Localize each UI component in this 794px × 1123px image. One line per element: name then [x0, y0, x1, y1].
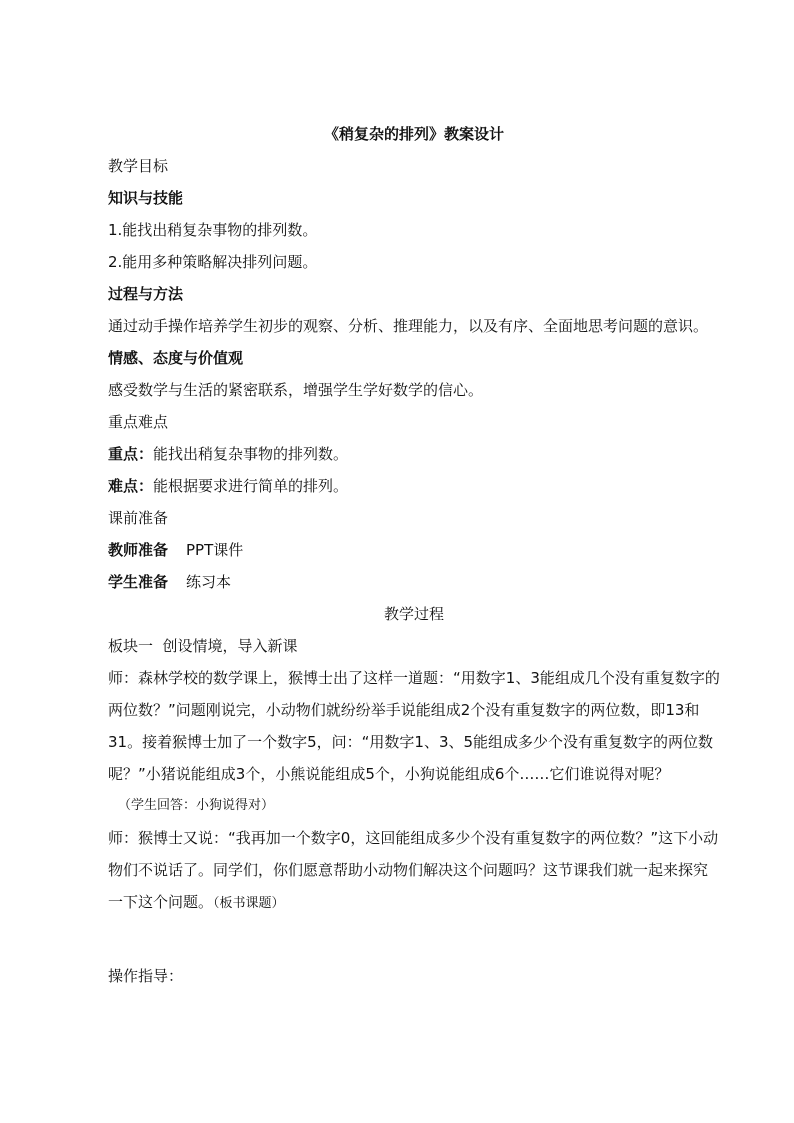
paragraph-2-main: 师：猴博士又说：“我再加一个数字0，这回能组成多少个没有重复数字的两位数？”这下小动物们不说话了。同学们，你们愿意帮助小动物们解决这个问题吗？这节课我们就一起来探究一下这个问题。	[108, 829, 719, 911]
difficulty-text: 能根据要求进行简单的排列。	[153, 477, 349, 495]
key-text: 能找出稍复杂事物的排列数。	[153, 445, 349, 463]
paragraph-2	[108, 822, 720, 920]
process-heading: 过程与方法	[108, 285, 184, 303]
student-answer-note: （学生回答：小狗说得对）	[118, 798, 275, 813]
keypoints-heading: 重点难点	[108, 413, 169, 431]
knowledge-heading: 知识与技能	[108, 189, 184, 207]
goals-heading: 教学目标	[108, 157, 169, 175]
prep-heading: 课前准备	[108, 509, 169, 527]
student-prep-value: 练习本	[186, 573, 232, 591]
process-title: 教学过程	[383, 605, 444, 623]
attitude-text: 感受数学与生活的紧密联系，增强学生学好数学的信心。	[108, 381, 484, 399]
difficulty-point	[108, 470, 720, 502]
teacher-prep-label: 教师准备	[108, 541, 169, 559]
guide-heading: 操作指导：	[108, 967, 184, 985]
teacher-prep-value: PPT课件	[186, 541, 244, 559]
spacer	[108, 920, 720, 960]
process-text: 通过动手操作培养学生初步的观察、分析、推理能力，以及有序、全面地思考问题的意识。	[108, 317, 709, 335]
document-title: 《稍复杂的排列》教案设计	[323, 125, 504, 143]
knowledge-item-1: 1.能找出稍复杂事物的排列数。	[108, 221, 318, 239]
difficulty-label: 难点：	[108, 477, 154, 495]
document-content	[108, 118, 720, 992]
key-point	[108, 438, 720, 470]
blackboard-note: （板书课题）	[213, 896, 285, 911]
block1-heading: 板块一 创设情境，导入新课	[108, 637, 298, 655]
key-label: 重点：	[108, 445, 154, 463]
student-prep	[108, 566, 720, 598]
teacher-prep	[108, 534, 720, 566]
knowledge-item-2: 2.能用多种策略解决排列问题。	[108, 253, 318, 271]
attitude-heading: 情感、态度与价值观	[108, 349, 244, 367]
paragraph-1: 师：森林学校的数学课上，猴博士出了这样一道题：“用数字1、3能组成几个没有重复数字的两位数？”问题刚说完，小动物们就纷纷举手说能组成2个没有重复数字的两位数，即13和31。接着猴博士加了一个数字5，问：“用数字1、3、5能组成多少个没有重复数字的两位数呢？”小猪说能组成3个，小熊说能组成5个，小狗说能组成6个……它们谁说得对呢？	[108, 669, 720, 783]
student-prep-label: 学生准备	[108, 573, 169, 591]
